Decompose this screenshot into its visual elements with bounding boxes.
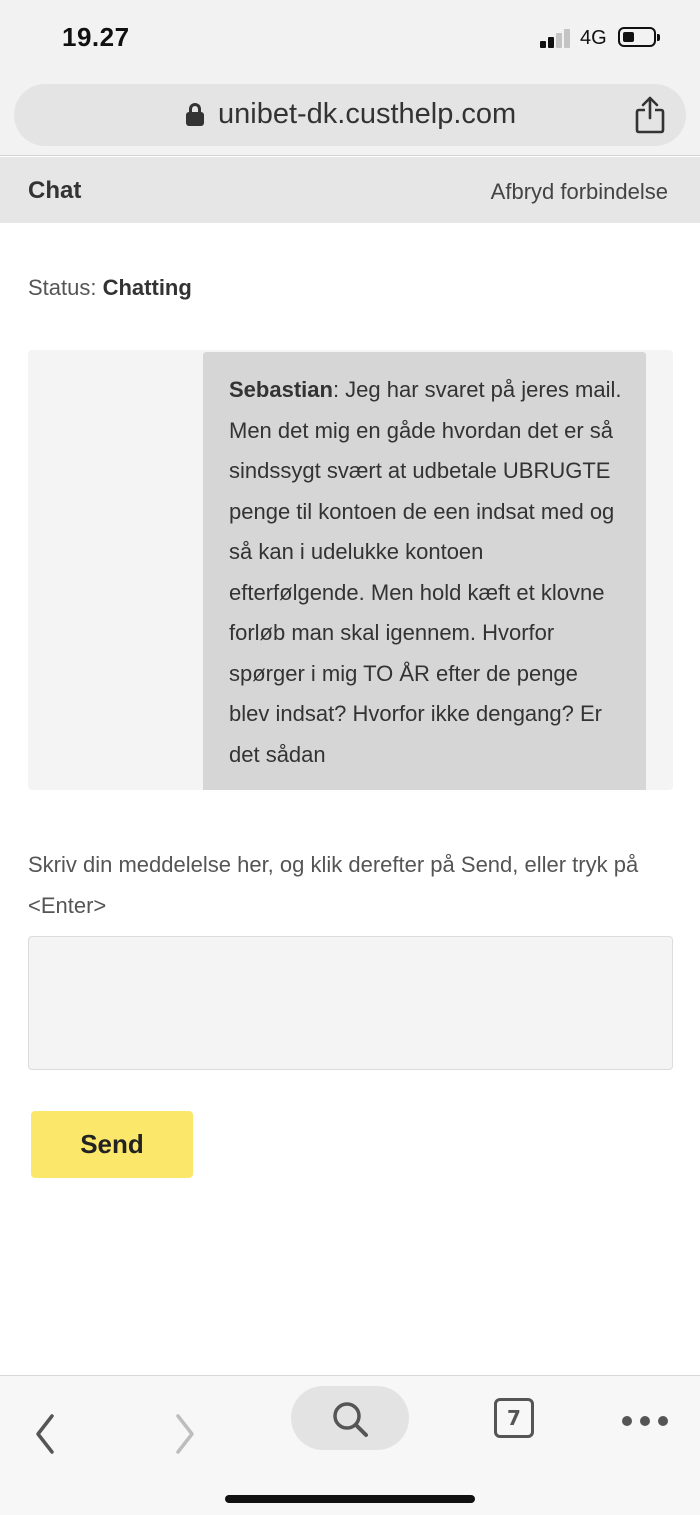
lock-icon <box>186 103 204 125</box>
message-input[interactable] <box>28 936 673 1070</box>
chat-header <box>0 157 700 223</box>
browser-toolbar <box>0 1375 700 1515</box>
network-type: 4G <box>580 27 607 49</box>
clock: 19.27 <box>62 22 130 52</box>
status-label: Status: <box>28 275 97 300</box>
chat-message <box>203 352 646 790</box>
cellular-signal-icon <box>540 28 572 48</box>
battery-icon <box>618 27 656 47</box>
search-button[interactable] <box>291 1386 409 1450</box>
send-button[interactable]: Send <box>31 1111 193 1178</box>
message-text: : Jeg har svaret på jeres mail. Men det mig en gåde hvordan det er så sindssygt svært at udbetale UBRUGTE penge til kontoen de een indsat med og så kan i udelukke kontoen efterfølgende. Men hold kæft et klovne forløb man skal igennem. Hvorfor spørger i mig TO ÅR efter de penge blev indsat? Hvorfor ikke dengang? Er det sådan <box>229 377 622 767</box>
compose-instruction: Skriv din meddelelse her, og klik derefter på Send, eller tryk på <Enter> <box>28 852 639 918</box>
home-indicator <box>225 1495 475 1503</box>
back-icon[interactable] <box>28 1394 62 1458</box>
tabs-icon[interactable]: 7 <box>494 1398 534 1438</box>
url-text[interactable]: unibet-dk.custhelp.com <box>218 98 517 130</box>
forward-icon[interactable] <box>168 1394 202 1458</box>
disconnect-link[interactable]: Afbryd forbindelse <box>490 179 668 204</box>
chat-transcript[interactable] <box>28 350 673 790</box>
ios-status-bar <box>0 0 700 78</box>
share-icon[interactable] <box>634 96 666 134</box>
status-value: Chatting <box>102 275 192 300</box>
chat-title: Chat <box>28 177 82 204</box>
more-icon[interactable] <box>622 1416 668 1426</box>
chat-status <box>28 275 192 301</box>
address-bar[interactable] <box>14 84 686 146</box>
message-sender: Sebastian <box>229 377 333 402</box>
search-icon <box>329 1398 371 1440</box>
browser-address-area <box>0 78 700 156</box>
